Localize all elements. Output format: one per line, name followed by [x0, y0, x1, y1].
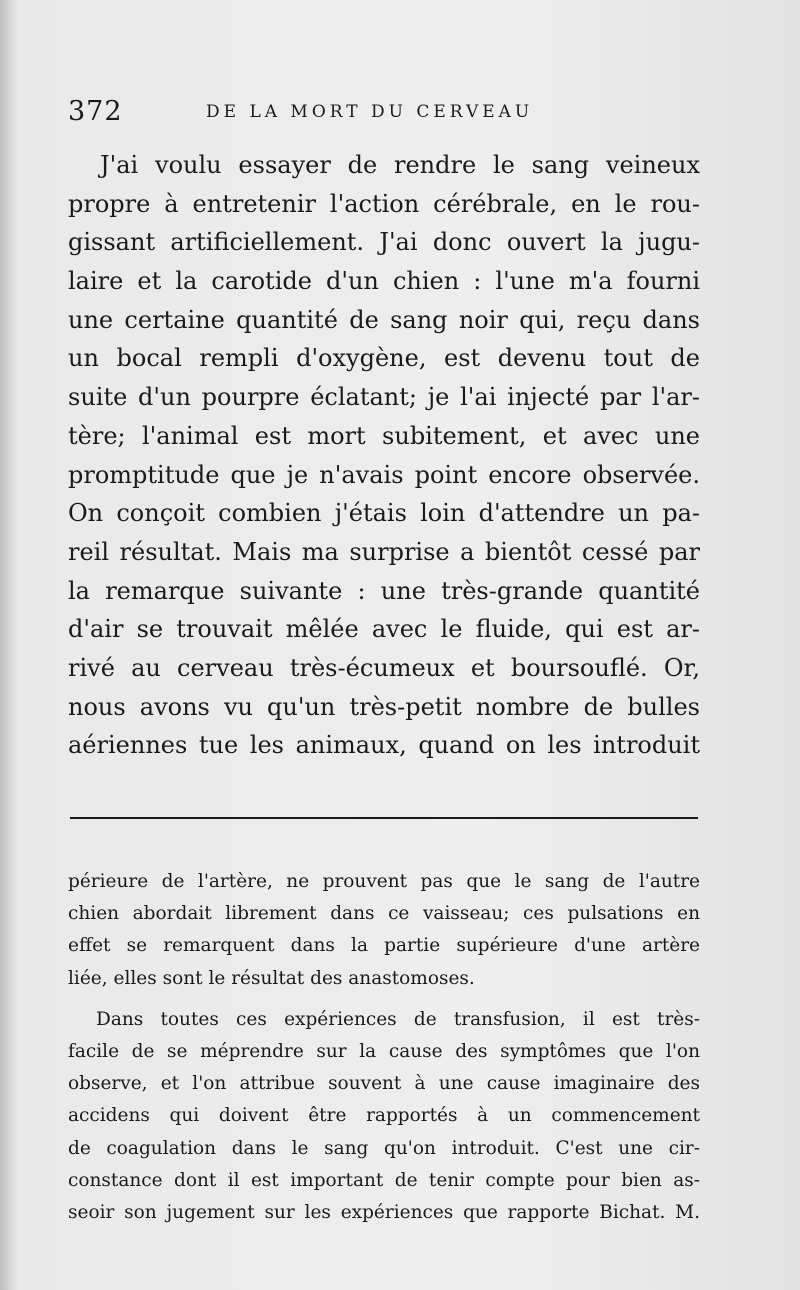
footnote-line: facile de se méprendre sur la cause des symptômes que l'on: [68, 1040, 700, 1062]
text-line: un bocal rempli d'oxygène, est devenu tout de: [68, 344, 700, 373]
text-line: la remarque suivante : une très-grande quantité: [68, 576, 700, 605]
footnote-line: constance dont il est important de tenir compte pour bien as-: [68, 1169, 700, 1191]
text-line: On conçoit combien j'étais loin d'attendre un pa-: [68, 499, 700, 528]
page-number: 372: [68, 96, 123, 127]
text-line: promptitude que je n'avais point encore observée.: [68, 460, 700, 489]
text-line: tère; l'animal est mort subitement, et avec une: [68, 421, 700, 450]
footnote-line: accidens qui doivent être rapportés à un commencement: [68, 1105, 700, 1127]
footnote-line: Dans toutes ces expériences de transfusion, il est très-: [96, 1008, 700, 1030]
footnote-line: seoir son jugement sur les expériences que rapporte Bichat. M.: [68, 1201, 700, 1223]
running-head: [68, 96, 700, 130]
text-line: suite d'un pourpre éclatant; je l'ai injecté par l'ar-: [68, 383, 700, 412]
text-line: une certaine quantité de sang noir qui, reçu dans: [68, 305, 700, 334]
text-line: laire et la carotide d'un chien : l'une m'a fourni: [68, 267, 700, 296]
text-line: J'ai voulu essayer de rendre le sang veineux: [100, 151, 700, 179]
footnote-line: effet se remarquent dans la partie supérieure d'une artère: [68, 935, 700, 957]
footnote: [68, 866, 700, 1229]
text-line: nous avons vu qu'un très-petit nombre de bulles: [68, 692, 700, 721]
main-text: [68, 146, 700, 765]
footnote-line: périeure de l'artère, ne prouvent pas que le sang de l'autre: [68, 871, 700, 892]
footnote-divider: [70, 817, 698, 819]
paragraph-gap: [68, 995, 700, 1004]
text-line: reil résultat. Mais ma surprise a bientôt cessé par: [68, 537, 700, 566]
footnote-line: observe, et l'on attribue souvent à une cause imaginaire des: [68, 1073, 700, 1095]
text-line: d'air se trouvait mêlée avec le fluide, qui est ar-: [68, 615, 700, 644]
text-line: rivé au cerveau très-écumeux et boursouflé. Or,: [68, 653, 700, 682]
footnote-line: liée, elles sont le résultat des anastomoses.: [68, 967, 475, 989]
footnote-line: de coagulation dans le sang qu'on introduit. C'est une cir-: [68, 1137, 700, 1159]
text-line: aériennes tue les animaux, quand on les introduit: [68, 731, 700, 760]
text-line: gissant artificiellement. J'ai donc ouvert la jugu-: [68, 228, 700, 257]
text-line: propre à entretenir l'action cérébrale, en le rou-: [68, 189, 700, 218]
chapter-title: DE LA MORT DU CERVEAU: [206, 102, 534, 122]
footnote-line: chien abordait librement dans ce vaisseau; ces pulsations en: [68, 903, 700, 925]
